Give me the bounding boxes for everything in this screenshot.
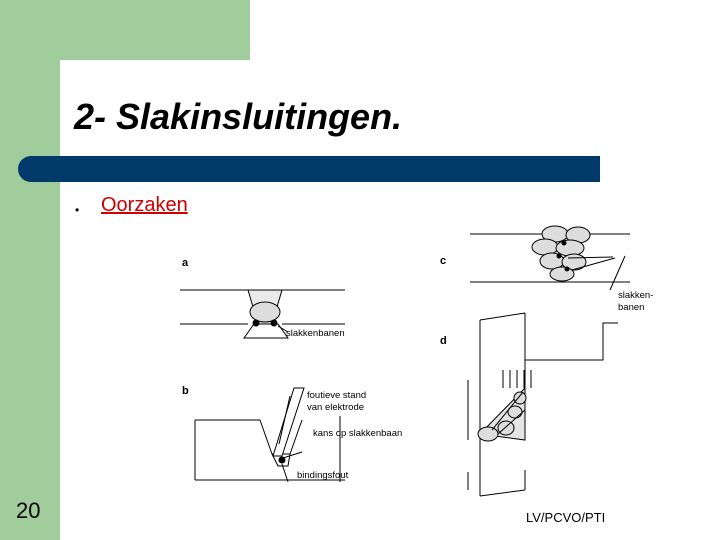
label-van-elektrode: van elektrode — [307, 402, 365, 413]
panel-label-a: a — [182, 257, 189, 269]
label-bindingsfout: bindingsfout — [297, 470, 349, 481]
panel-label-d: d — [440, 335, 447, 347]
panel-c-drawing — [470, 226, 630, 290]
title-underline-bar — [18, 156, 600, 182]
side-decoration — [0, 0, 60, 540]
slide-title: 2- Slakinsluitingen. — [74, 96, 403, 137]
label-slakken: slakken- — [618, 290, 654, 301]
panel-label-b: b — [182, 385, 189, 397]
label-foutieve-stand: foutieve stand — [307, 390, 367, 401]
bullet-icon: • — [75, 203, 80, 217]
label-kans-op-slakkenbaan: kans op slakkenbaan — [313, 428, 403, 439]
corner-decoration — [60, 60, 100, 100]
bullet-link-oorzaken[interactable]: Oorzaken — [101, 194, 188, 216]
panel-d-drawing — [468, 313, 618, 496]
weld-defects-figure — [170, 220, 654, 502]
panel-label-c: c — [440, 255, 447, 267]
page-number: 20 — [16, 498, 41, 523]
top-decoration — [60, 0, 250, 60]
label-slakkenbanen-a: slakkenbanen — [286, 328, 345, 339]
footer-text: LV/PCVO/PTI — [526, 510, 606, 525]
label-banen: banen — [618, 302, 645, 313]
